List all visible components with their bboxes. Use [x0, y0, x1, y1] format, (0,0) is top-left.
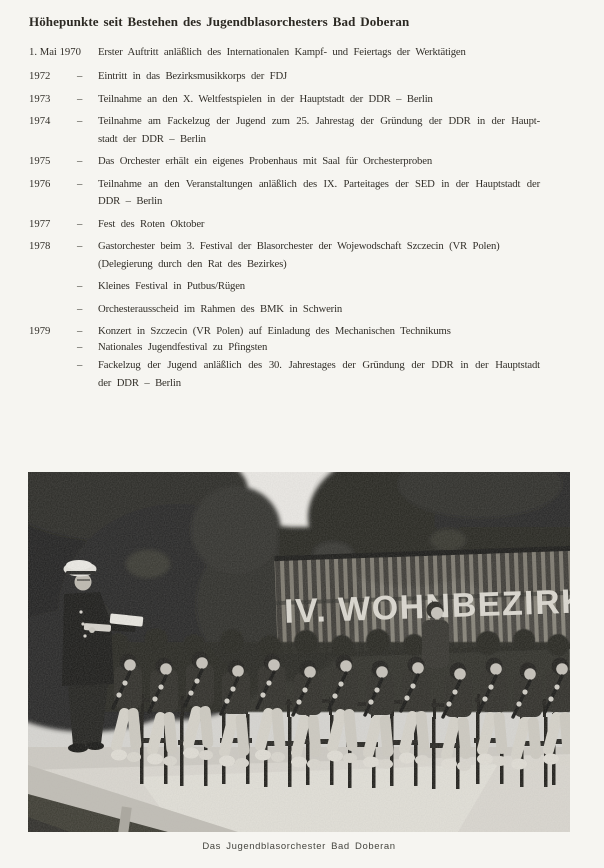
entry-text: Erster Auftritt anläßlich des Internationalen Kampf- und Feiertags der Werktätigen — [98, 46, 466, 58]
entry-text: Nationales Jugendfestival zu Pfingsten — [98, 341, 268, 353]
entry-text: Konzert in Szczecin (VR Polen) auf Einladung des Mechanischen Technikums — [98, 325, 451, 337]
timeline-entry — [29, 323, 540, 341]
timeline-entry — [29, 176, 540, 211]
photo-grain-overlay — [28, 472, 570, 832]
entry-text: Das Orchester erhält ein eigenes Probenhaus mit Saal für Orchesterproben — [98, 155, 433, 167]
timeline-entry — [29, 91, 540, 109]
timeline-entry — [29, 278, 540, 296]
entry-text: Fackelzug der Jugend anläßlich des 30. Jahrestages der Gründung der DDR in der Hauptstadt — [98, 359, 540, 371]
entry-year: 1978 — [29, 240, 51, 252]
entry-text: (Delegierung durch den Rat des Bezirkes) — [98, 257, 287, 270]
timeline-section — [29, 12, 540, 397]
entry-text: der DDR – Berlin — [98, 376, 181, 389]
entry-text: Gastorchester beim 3. Festival der Blasorchester der Wojewodschaft Szczecin (VR Polen) — [98, 240, 500, 252]
entry-text: Teilnahme am Fackelzug der Jugend zum 25. Jahrestag der Gründung der DDR in der Haupt- — [98, 115, 540, 127]
entry-dash: – — [77, 155, 83, 167]
timeline-entry — [29, 44, 540, 62]
timeline-entry — [29, 216, 540, 234]
entry-text: Teilnahme an den X. Weltfestspielen in der Hauptstadt der DDR – Berlin — [98, 92, 433, 105]
timeline-entry — [29, 339, 540, 357]
entry-text: DDR – Berlin — [98, 195, 163, 207]
entry-dash: – — [77, 325, 83, 337]
entry-dash: – — [77, 240, 83, 252]
timeline-entry — [29, 153, 540, 171]
entry-year: 1979 — [29, 325, 51, 337]
entry-year: 1973 — [29, 92, 51, 105]
entry-year: 1975 — [29, 155, 51, 167]
entry-year: 1. Mai 1970 — [29, 46, 81, 58]
entry-text: Eintritt in das Bezirksmusikkorps der FDJ — [98, 70, 288, 82]
page-title: Höhepunkte seit Bestehen des Jugendblasorchesters Bad Doberan — [29, 14, 410, 29]
entry-dash: – — [77, 280, 83, 292]
photo-caption: Das Jugendblasorchester Bad Doberan — [202, 841, 396, 852]
entry-dash: – — [77, 359, 83, 371]
entry-text: Fest des Roten Oktober — [98, 217, 205, 230]
entry-dash: – — [77, 177, 83, 190]
orchestra-photograph — [28, 472, 570, 832]
timeline-entry — [29, 301, 540, 319]
timeline-entry — [29, 68, 540, 86]
entry-dash: – — [77, 115, 83, 127]
photo-illustration — [28, 472, 570, 832]
entry-year: 1977 — [29, 217, 51, 230]
entry-dash: – — [77, 341, 83, 353]
entry-dash: – — [77, 92, 83, 105]
timeline-entry — [29, 238, 540, 273]
entry-text: Kleines Festival in Putbus/Rügen — [98, 280, 245, 292]
entry-year: 1974 — [29, 115, 51, 127]
entry-dash: – — [77, 217, 83, 230]
entry-dash: – — [77, 302, 83, 315]
entry-text: Orchesterausscheid im Rahmen des BMK in Schwerin — [98, 302, 343, 315]
entry-text: Teilnahme an den Veranstaltungen anläßlich des IX. Parteitages der SED in der Hauptstadt der — [98, 177, 540, 190]
entry-text: stadt der DDR – Berlin — [98, 132, 206, 145]
timeline-entry — [29, 357, 540, 392]
entry-year: 1972 — [29, 70, 51, 82]
entry-year: 1976 — [29, 177, 51, 190]
entry-dash: – — [77, 70, 83, 82]
timeline-entry — [29, 113, 540, 148]
